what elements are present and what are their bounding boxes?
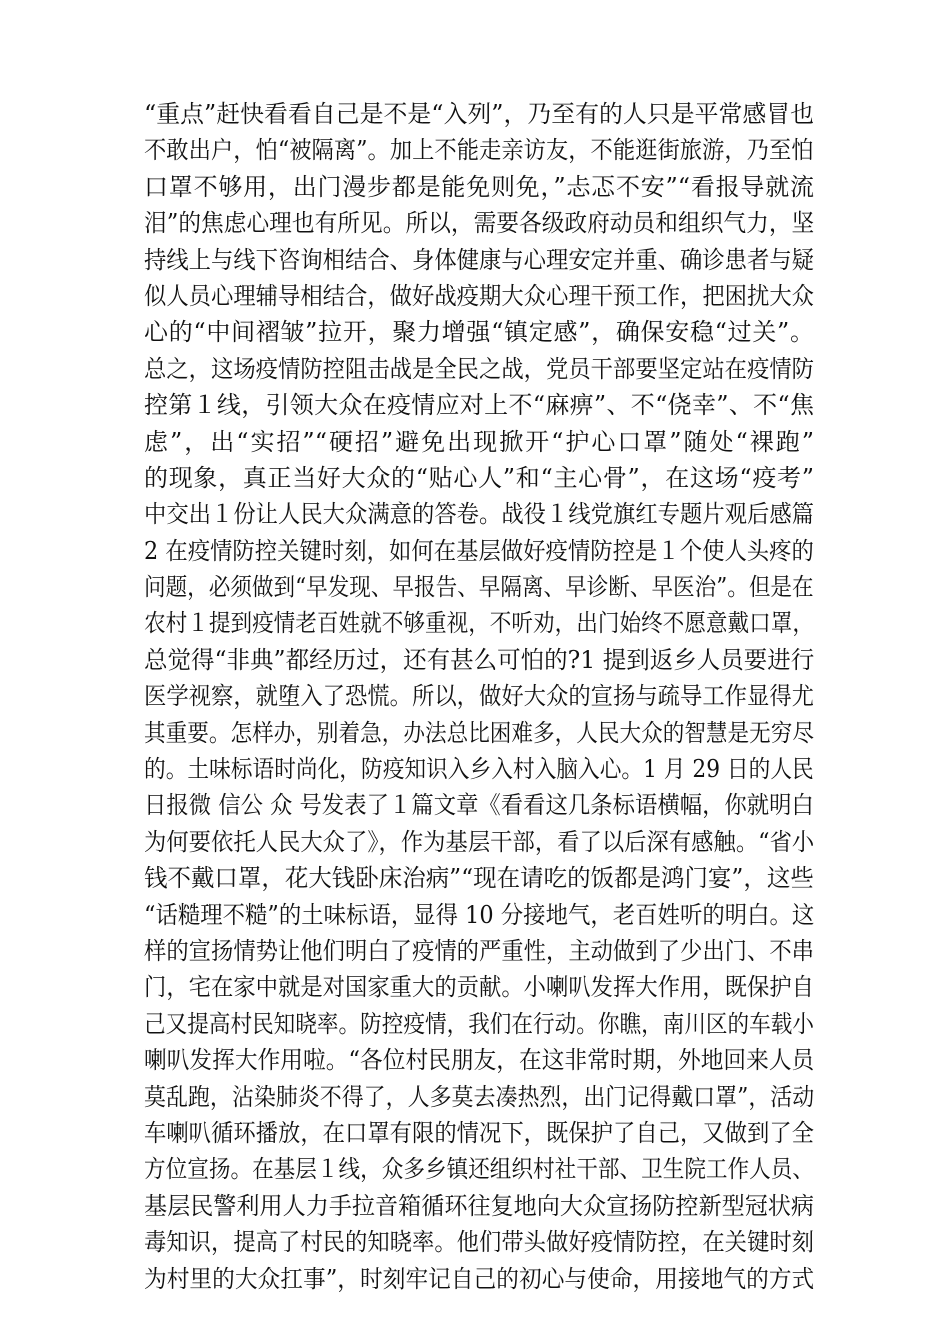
text-line: 控第１线，引领大众在疫情应对上不“麻痹”、不“侥幸”、不“焦 [144, 391, 814, 420]
text-line: 不敢出户，怕“被隔离”。加上不能走亲访友，不能逛街旅游，乃至怕 [144, 136, 814, 165]
text-line: 2 在疫情防控关键时刻，如何在基层做好疫情防控是１个使人头疼的 [144, 536, 814, 565]
text-line: 的现象，真正当好大众的“贴心人”和“主心骨”，在这场“疫考” [144, 463, 814, 492]
text-line: 方位宣扬。在基层１线，众多乡镇还组织村社干部、卫生院工作人员、 [144, 1155, 814, 1184]
text-line: 似人员心理辅导相结合，做好战疫期大众心理干预工作，把困扰大众 [144, 281, 814, 310]
text-line: 虑”，出“实招”“硬招”避免出现掀开“护心口罩”随处“裸跑” [144, 427, 814, 456]
text-line: 为何要依托人民大众了》，作为基层干部，看了以后深有感触。“省小 [144, 827, 815, 856]
text-line: 问题，必须做到“早发现、早报告、早隔离、早诊断、早医治”。但是在 [144, 573, 814, 602]
text-line: 总觉得“非典”都经历过，还有甚么可怕的?1 提到返乡人员要进行 [144, 645, 815, 674]
text-line: 的。土味标语时尚化，防疫知识入乡入村入脑入心。1 月 29 日的人民 [144, 755, 814, 784]
text-line: 泪”的焦虑心理也有所见。所以，需要各级政府动员和组织气力，坚 [144, 209, 815, 238]
text-line: 口罩不够用，出门漫步都是能免则免，”忐忑不安”“看报导就流 [144, 172, 814, 201]
text-line: 中交出１份让人民大众满意的答卷。战役１线党旗红专题片观后感篇 [144, 500, 814, 529]
text-line: 样的宣扬情势让他们明白了疫情的严重性，主动做到了少出门、不串 [144, 936, 814, 965]
text-line: 农村１提到疫情老百姓就不够重视，不听劝，出门始终不愿意戴口罩， [144, 609, 814, 638]
text-line: “话糙理不糙”的土味标语，显得 10 分接地气，老百姓听的明白。这 [144, 900, 815, 929]
text-line: 门，宅在家中就是对国家重大的贡献。小喇叭发挥大作用，既保护自 [144, 973, 814, 1002]
text-line: 钱不戴口罩，花大钱卧床治病”“现在请吃的饭都是鸿门宴”，这些 [144, 864, 814, 893]
text-line: 毒知识，提高了村民的知晓率。他们带头做好疫情防控，在关键时刻 [144, 1228, 814, 1257]
text-line: 喇叭发挥大作用啦。“各位村民朋友，在这非常时期，外地回来人员 [144, 1046, 815, 1075]
text-line: 日报微 信公 众 号发表了１篇文章《看看这几条标语横幅，你就明白 [144, 791, 814, 820]
text-line: 其重要。怎样办，别着急，办法总比困难多，人民大众的智慧是无穷尽 [144, 718, 814, 747]
text-line: 持线上与线下咨询相结合、身体健康与心理安定并重、确诊患者与疑 [144, 245, 814, 274]
text-line: 基层民警利用人力手拉音箱循环往复地向大众宣扬防控新型冠状病 [144, 1191, 814, 1220]
text-line: 为村里的大众扛事”，时刻牢记自己的初心与使命，用接地气的方式 [144, 1264, 815, 1293]
body-text [144, 96, 814, 1297]
text-line: 莫乱跑，沾染肺炎不得了，人多莫去凑热烈，出门记得戴口罩”，活动 [144, 1082, 815, 1111]
text-line: 车喇叭循环播放，在口罩有限的情况下，既保护了自己，又做到了全 [144, 1118, 814, 1147]
text-line: “重点”赶快看看自己是不是“入列”，乃至有的人只是平常感冒也 [144, 100, 815, 128]
text-line: 总之，这场疫情防控阻击战是全民之战，党员干部要坚定站在疫情防 [144, 354, 814, 383]
text-line: 己又提高村民知晓率。防控疫情，我们在行动。你瞧，南川区的车载小 [144, 1009, 814, 1038]
text-line: 心的“中间褶皱”拉开，聚力增强“镇定感”，确保安稳“过关”。 [144, 318, 814, 347]
text-line: 医学视察，就堕入了恐慌。所以，做好大众的宣扬与疏导工作显得尤 [144, 682, 814, 711]
